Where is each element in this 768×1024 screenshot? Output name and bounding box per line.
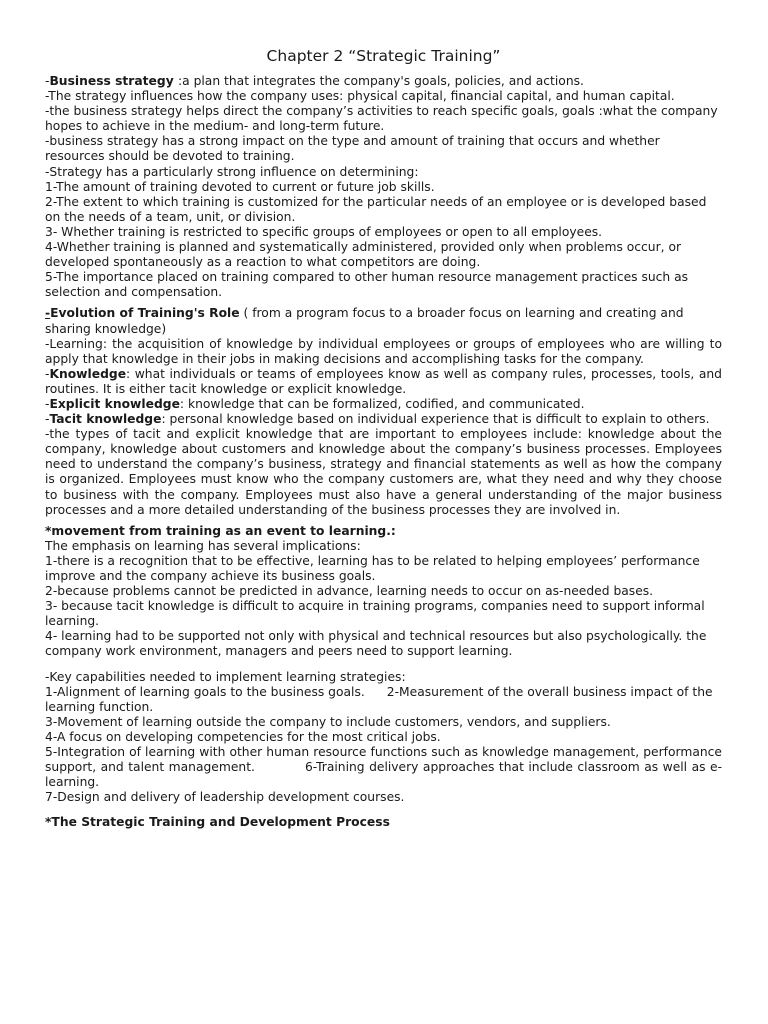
- heading-movement: *movement from training as an event to learning.:: [45, 523, 396, 538]
- list-item: 3- Whether training is restricted to specific groups of employees or open to all employees.: [45, 224, 603, 239]
- paragraph: -Key capabilities needed to implement learning strategies:: [45, 669, 406, 684]
- text: 6-Training delivery approaches that include classroom as well as e-learning.: [45, 760, 723, 790]
- list-item: 1-The amount of training devoted to current or future job skills.: [45, 179, 435, 194]
- list-item: 1-there is a recognition that to be effective, learning has to be related to helping employees’ performance improve and the company achieve its business goals.: [45, 553, 700, 583]
- text: -: [45, 366, 50, 381]
- list-item: [45, 685, 722, 715]
- paragraph: -The strategy influences how the company uses: physical capital, financial capital, and human capital.: [45, 89, 675, 104]
- paragraph: -Strategy has a particularly strong influence on determining:: [45, 164, 419, 179]
- text: -: [45, 74, 50, 88]
- list-item: 3-Movement of learning outside the company to include customers, vendors, and suppliers.: [45, 714, 611, 729]
- paragraph: [45, 367, 722, 397]
- paragraph: [45, 412, 722, 427]
- list-item: 4- learning had to be supported not only with physical and technical resources but also psychologically. the company work environment, managers and peers need to support learning.: [45, 629, 707, 659]
- text: -: [45, 396, 50, 411]
- text: : knowledge that can be formalized, codified, and communicated.: [179, 396, 585, 411]
- list-item: 7-Design and delivery of leadership development courses.: [45, 790, 405, 805]
- section-heading: [45, 524, 722, 539]
- term-knowledge: Knowledge: [49, 366, 127, 381]
- section-training-to-learning: [45, 524, 722, 660]
- paragraph: [45, 74, 722, 89]
- paragraph: -the business strategy helps direct the company’s activities to reach specific goals, goals :what the company hopes to achieve in the medium- and long-term future.: [45, 104, 718, 134]
- text: ( from a program focus to a broader focus on learning and creating and sharing knowledge): [45, 306, 684, 336]
- list-item: 4-A focus on developing competencies for the most critical jobs.: [45, 729, 441, 744]
- paragraph: The emphasis on learning has several implications:: [45, 538, 361, 553]
- heading-evolution: Evolution of Training's Role: [50, 306, 240, 321]
- text: : what individuals or teams of employees know as well as company rules, processes, tools, and routines. It is either tacit knowledge or explicit knowledge.: [45, 366, 722, 396]
- text: 1-Alignment of learning goals to the business goals.: [45, 684, 365, 699]
- page-title: Chapter 2 “Strategic Training”: [266, 47, 501, 65]
- text: 2-Measurement of the overall business impact of the learning function.: [45, 684, 713, 714]
- paragraph: -business strategy has a strong impact on the type and amount of training that occurs and whether resources should be devoted to training.: [45, 134, 660, 164]
- text: -: [45, 412, 50, 427]
- section-heading: [45, 306, 722, 336]
- heading-strategic-process: *The Strategic Training and Development Process: [45, 815, 390, 830]
- list-item: 4-Whether training is planned and systematically administered, provided only when problems occur, or developed spontaneously as a reaction to what competitors are doing.: [45, 240, 682, 270]
- list-item: 3- because tacit knowledge is difficult to acquire in training programs, companies need to support informal learning.: [45, 599, 705, 629]
- section-business-strategy: [45, 74, 722, 300]
- section-heading: [45, 815, 722, 830]
- list-item: 5-The importance placed on training compared to other human resource management practices such as selection and compensation.: [45, 270, 689, 300]
- text: -: [45, 306, 51, 321]
- text: : personal knowledge based on individual experience that is difficult to explain to others.: [161, 412, 710, 427]
- paragraph: -the types of tacit and explicit knowledge that are important to employees include: knowledge about the company, knowledge about customers and knowledge about the company’s business processes. Employees need to understand the company’s business, strategy and financial statements as well as how the company is organized. Employees must know who the company customers are, what they need and why they choose to business with the company. Employees must also have a general understanding of the major business processes and a more detailed understanding of the business processes they are involved in.: [45, 427, 722, 517]
- term-tacit-knowledge: Tacit knowledge: [49, 412, 162, 427]
- document-page: [45, 42, 722, 831]
- section-key-capabilities: [45, 670, 722, 806]
- paragraph: [45, 397, 722, 412]
- paragraph: -Learning: the acquisition of knowledge by individual employees or groups of employees who are willing to apply that knowledge in their jobs in making decisions and accomplishing tasks for the company.: [45, 336, 722, 366]
- text: :a plan that integrates the company's goals, policies, and actions.: [178, 74, 584, 88]
- term-business-strategy: Business strategy: [49, 74, 178, 88]
- term-explicit-knowledge: Explicit knowledge: [49, 396, 180, 411]
- section-evolution-of-training: [45, 306, 722, 517]
- list-item: [45, 745, 722, 790]
- list-item: 2-The extent to which training is customized for the particular needs of an employee or is developed based on the needs of a team, unit, or division.: [45, 194, 707, 224]
- text: 5-Integration of learning with other human resource functions such as knowledge management, performance support, and talent management.: [45, 745, 722, 775]
- list-item: 2-because problems cannot be predicted in advance, learning needs to occur on as-needed bases.: [45, 584, 654, 599]
